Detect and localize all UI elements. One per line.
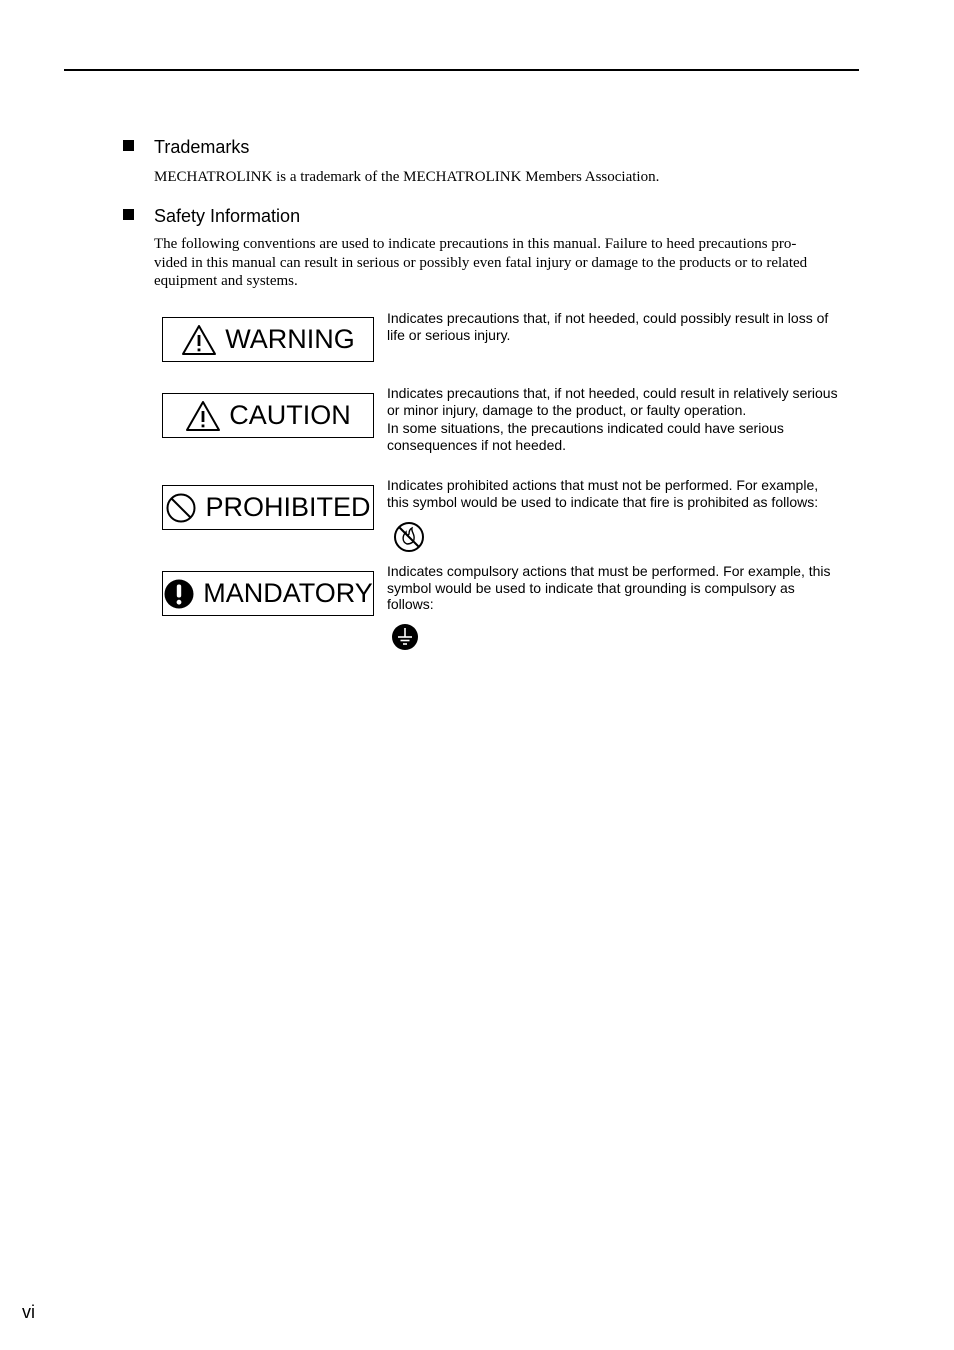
bullet-square-icon [123, 209, 134, 220]
no-fire-icon [393, 521, 425, 553]
trademarks-heading [123, 136, 249, 158]
mandatory-label-box [162, 571, 374, 616]
caution-description-line: Indicates precautions that, if not heeded, could result in relatively serious [387, 385, 838, 401]
header-rule [64, 69, 859, 71]
warning-description [387, 310, 857, 343]
safety-intro [154, 235, 854, 291]
prohibited-description-line: this symbol would be used to indicate that fire is prohibited as follows: [387, 493, 819, 510]
prohibited-label-box [162, 485, 374, 530]
caution-description-line: consequences if not heeded. [387, 436, 567, 453]
caution-description-line: In some situations, the precautions indicated could have serious [387, 420, 784, 436]
prohibited-description-line: Indicates prohibited actions that must not be performed. For example, [387, 477, 819, 493]
warning-label: WARNING [225, 324, 355, 354]
warning-label-box [162, 317, 374, 362]
caution-label: CAUTION [229, 400, 351, 430]
safety-heading-text: Safety Information [154, 206, 301, 226]
prohibited-label: PROHIBITED [205, 492, 371, 522]
safety-intro-line: The following conventions are used to indicate precautions in this manual. Failure to heed precautions pro- [154, 236, 797, 252]
caution-description [387, 385, 857, 453]
prohibited-circle-icon [165, 492, 197, 524]
safety-intro-line: equipment and systems. [154, 273, 298, 289]
mandatory-description-line: symbol would be used to indicate that grounding is compulsory as [387, 579, 795, 596]
warning-triangle-icon [181, 324, 217, 356]
safety-intro-line: vided in this manual can result in serious or possibly even fatal injury or damage to the products or to related [154, 254, 808, 271]
mandatory-label: MANDATORY [203, 578, 373, 608]
caution-label-box [162, 393, 374, 438]
trademarks-line: MECHATROLINK is a trademark of the MECHATROLINK Members Association. [154, 169, 660, 185]
trademarks-heading-text: Trademarks [154, 137, 250, 157]
exclamation-circle-icon [163, 578, 195, 610]
prohibited-description [387, 477, 857, 510]
mandatory-description [387, 563, 857, 613]
safety-heading [123, 205, 300, 227]
page-number: vi [22, 1302, 35, 1322]
mandatory-description-line: follows: [387, 596, 434, 612]
warning-description-line: Indicates precautions that, if not heeded, could possibly result in loss of [387, 310, 829, 326]
mandatory-description-line: Indicates compulsory actions that must be performed. For example, this [387, 563, 831, 579]
warning-description-line: life or serious injury. [387, 326, 511, 343]
caution-description-line: or minor injury, damage to the product, or faulty operation. [387, 401, 747, 418]
trademarks-text [154, 168, 854, 187]
bullet-square-icon [123, 140, 134, 151]
ground-icon [391, 623, 419, 651]
warning-triangle-icon [185, 400, 221, 432]
